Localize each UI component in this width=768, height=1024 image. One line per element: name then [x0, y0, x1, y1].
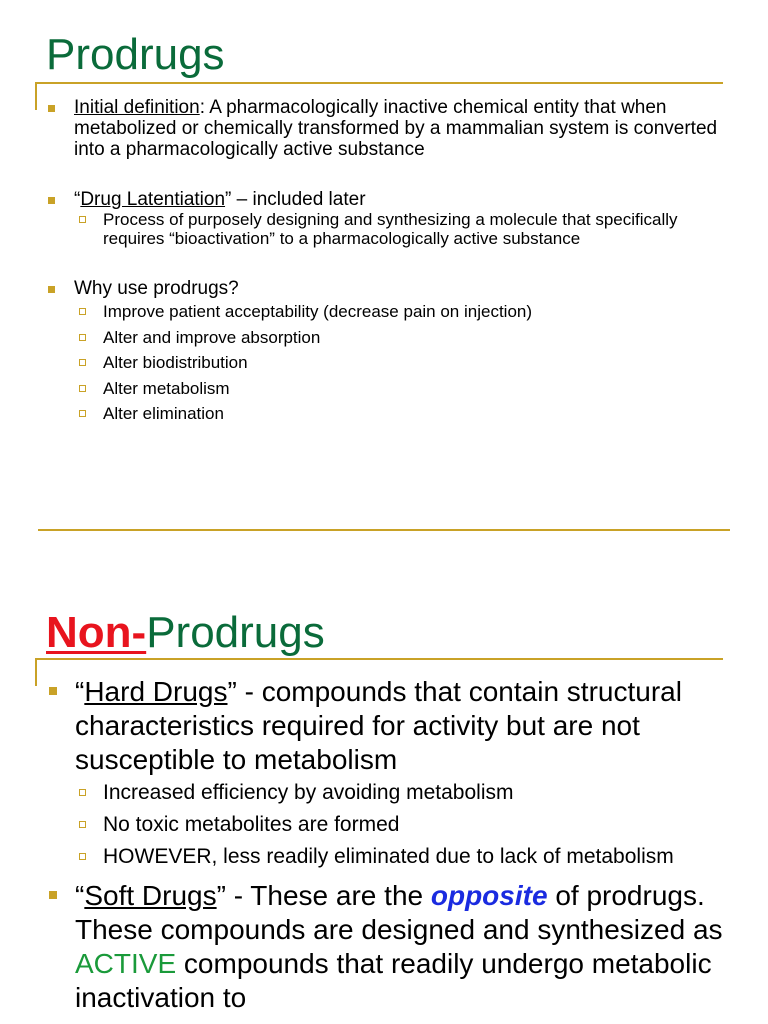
sub-item-text: HOWEVER, less readily eliminated due to lack of metabolism [103, 845, 674, 868]
sub-item-text: Alter elimination [103, 404, 224, 423]
open-quote: “ [75, 880, 85, 911]
slide-bottom-rule [38, 529, 730, 531]
emphasis-opposite: opposite [430, 880, 548, 911]
hollow-square-bullet-icon [79, 821, 86, 828]
soft-drugs-text-b: of prodrugs. These compounds are designed and synthesized as [75, 880, 723, 945]
hollow-square-bullet-icon [79, 385, 86, 392]
sub-item-text: Increased efficiency by avoiding metabolism [103, 781, 514, 804]
sub-list [103, 210, 734, 248]
square-bullet-icon [48, 286, 55, 293]
sub-item [103, 401, 734, 427]
hollow-square-bullet-icon [79, 410, 86, 417]
hollow-square-bullet-icon [79, 216, 86, 223]
square-bullet-icon [49, 891, 57, 899]
sub-item [103, 210, 734, 248]
bullet-drug-latentiation [74, 189, 734, 248]
square-bullet-icon [49, 687, 57, 695]
square-bullet-icon [48, 105, 55, 112]
sub-list [103, 781, 735, 869]
sub-item-text: Alter biodistribution [103, 353, 248, 372]
sub-item [103, 813, 735, 837]
bullet-list [74, 97, 734, 427]
slide-title [46, 608, 325, 658]
sub-item [103, 350, 734, 376]
sub-item [103, 845, 735, 869]
bullet-why-use-prodrugs [74, 278, 734, 427]
sub-item [103, 299, 734, 325]
term-drug-latentiation: Drug Latentiation [80, 189, 226, 210]
sub-item [103, 325, 734, 351]
title-rule-vertical [35, 659, 37, 686]
hollow-square-bullet-icon [79, 308, 86, 315]
soft-drugs-text-a: ” - These are the [216, 880, 431, 911]
open-quote: “ [75, 676, 85, 707]
sub-item-text: Improve patient acceptability (decrease pain on injection) [103, 302, 533, 321]
bullet-soft-drugs [75, 879, 735, 1015]
title-non: Non- [46, 608, 147, 657]
open-quote: “ [74, 189, 81, 210]
sub-item-text: No toxic metabolites are formed [103, 813, 400, 836]
title-rule-vertical [35, 83, 37, 110]
bullet-list [75, 675, 735, 1015]
sub-item [103, 781, 735, 805]
title-rule-horizontal [35, 82, 723, 84]
sub-item-text: Alter metabolism [103, 378, 230, 398]
sub-item [103, 376, 734, 402]
bullet-initial-definition [74, 97, 734, 160]
slide-non-prodrugs [0, 570, 768, 1024]
why-text: Why use prodrugs? [74, 278, 239, 299]
square-bullet-icon [48, 197, 55, 204]
sub-item-text: Alter and improve absorption [103, 327, 321, 347]
hollow-square-bullet-icon [79, 789, 86, 796]
title-rule-horizontal [35, 658, 723, 660]
title-prodrugs: Prodrugs [146, 608, 325, 657]
bullet-hard-drugs [75, 675, 735, 869]
sub-item-text: Process of purposely designing and synthesizing a molecule that specifically requires “bioactivation” to a pharmacologically active substance [103, 210, 678, 248]
hollow-square-bullet-icon [79, 334, 86, 341]
emphasis-active: ACTIVE [75, 948, 177, 979]
sub-list [103, 299, 734, 427]
slide-title: Prodrugs [46, 30, 225, 79]
latentiation-text: ” – included later [225, 189, 366, 210]
hollow-square-bullet-icon [79, 853, 86, 860]
hard-drugs-text: ” - compounds that contain structural characteristics required for activity but are not susceptible to metabolism [75, 676, 682, 775]
term-soft-drugs: Soft Drugs [84, 880, 217, 911]
term-initial-definition: Initial definition [74, 97, 200, 118]
hollow-square-bullet-icon [79, 359, 86, 366]
soft-drugs-text-c: compounds that readily undergo metabolic inactivation to [75, 948, 712, 1013]
term-hard-drugs: Hard Drugs [84, 676, 228, 707]
definition-text: : A pharmacologically inactive chemical entity that when metabolized or chemically transformed by a mammalian system is converted into a pharmacologically active substance [74, 97, 718, 160]
